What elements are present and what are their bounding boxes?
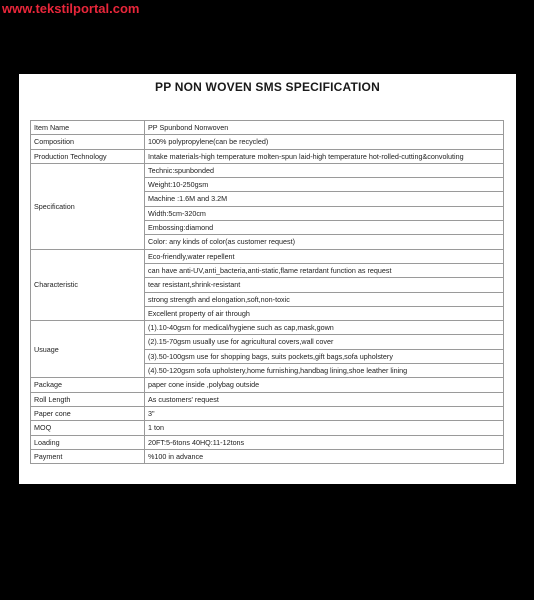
row-value: Eco-friendly,water repellent [145,249,504,263]
row-value: Excellent property of air through [145,306,504,320]
table-row [31,121,504,135]
row-value: Embossing:diamond [145,221,504,235]
row-value: tear resistant,shrink-resistant [145,278,504,292]
row-value: %100 in advance [145,449,504,463]
table-row [31,149,504,163]
row-label: Production Technology [31,149,145,163]
row-label: Payment [31,449,145,463]
row-label: Specification [31,163,145,249]
table-row [31,449,504,463]
row-label: MOQ [31,421,145,435]
table-row [31,392,504,406]
document-title: PP NON WOVEN SMS SPECIFICATION [155,80,380,94]
row-value: 100% polypropylene(can be recycled) [145,135,504,149]
row-label: Characteristic [31,249,145,320]
row-label: Composition [31,135,145,149]
site-watermark: www.tekstilportal.com [2,1,140,16]
row-label: Paper cone [31,406,145,420]
table-row [31,435,504,449]
row-value: Weight:10-250gsm [145,178,504,192]
row-value: As customers' request [145,392,504,406]
row-value: (3).50-100gsm use for shopping bags, suits pockets,gift bags,sofa upholstery [145,349,504,363]
row-label: Usuage [31,321,145,378]
row-value: Technic:spunbonded [145,163,504,177]
table-row [31,378,504,392]
row-label: Loading [31,435,145,449]
row-value: (1).10-40gsm for medical/hygiene such as cap,mask,gown [145,321,504,335]
table-row [31,249,504,263]
row-label: Roll Length [31,392,145,406]
row-value: can have anti-UV,anti_bacteria,anti-static,flame retardant function as request [145,263,504,277]
specification-document [19,74,516,484]
table-row [31,163,504,177]
row-value: paper cone inside ,polybag outside [145,378,504,392]
row-value: PP Spunbond Nonwoven [145,121,504,135]
row-value: Width:5cm-320cm [145,206,504,220]
row-value: 1 ton [145,421,504,435]
row-value: Color: any kinds of color(as customer request) [145,235,504,249]
row-value: Intake materials-high temperature molten-spun laid-high temperature hot-rolled-cutting&convoluting [145,149,504,163]
row-value: strong strength and elongation,soft,non-toxic [145,292,504,306]
table-row [31,135,504,149]
table-row [31,321,504,335]
specification-table [30,120,504,464]
row-label: Item Name [31,121,145,135]
row-value: 3" [145,406,504,420]
row-value: 20FT:5-6tons 40HQ:11-12tons [145,435,504,449]
row-value: (4).50-120gsm sofa upholstery,home furnishing,handbag lining,shoe leather lining [145,364,504,378]
table-row [31,406,504,420]
row-value: (2).15-70gsm usually use for agricultural covers,wall cover [145,335,504,349]
table-row [31,421,504,435]
row-value: Machine :1.6M and 3.2M [145,192,504,206]
row-label: Package [31,378,145,392]
